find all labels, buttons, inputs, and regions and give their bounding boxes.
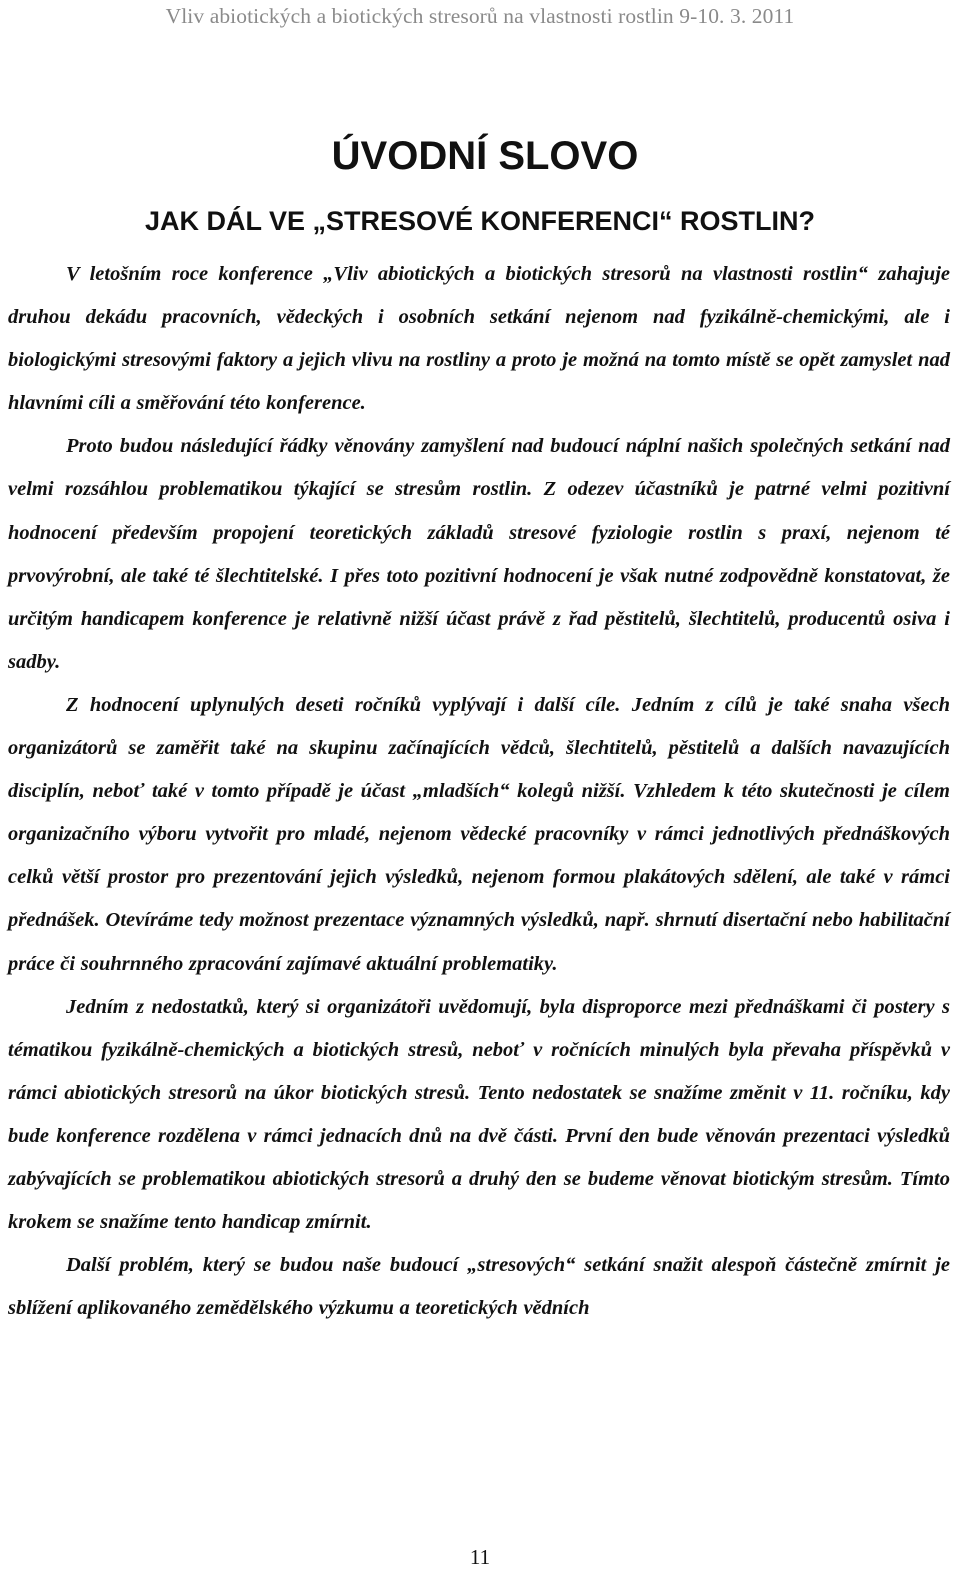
paragraph-2: Proto budou následující řádky věnovány zamyšlení nad budoucí náplní našich společných setkání nad velmi rozsáhlou problematikou týkající se stresům rostlin. Z odezev účastníků je patrné velmi pozitivní hodnocení především propojení teoretických základů stresové fyziologie rostlin s praxí, nejenom té prvovýrobní, ale také té šlechtitelské. I přes toto pozitivní hodnocení je však nutné zodpovědně konstatovat, že určitým handicapem konference je relativně nižší účast právě z řad pěstitelů, šlechtitelů, producentů osiva i sadby. — [8, 435, 950, 673]
page-subtitle: JAK DÁL VE „STRESOVÉ KONFERENCI“ ROSTLIN? — [144, 206, 816, 237]
paragraph-5: Další problém, který se budou naše budoucí „stresových“ setkání snažit alespoň částečně zmírnit je sblížení aplikovaného zemědělského výzkumu a teoretických vědních — [8, 1254, 950, 1320]
article-body — [8, 253, 950, 1330]
paragraph-1: V letošním roce konference „Vliv abiotických a biotických stresorů na vlastnosti rostlin“ zahajuje druhou dekádu pracovních, vědeckých i osobních setkání nejenom nad fyzikálně-chemickými, ale i biologickými stresovými faktory a jejich vlivu na rostliny a proto je možná na tomto místě se opět zamyslet nad hlavními cíli a směřování této konference. — [8, 263, 950, 415]
page-title: ÚVODNÍ SLOVO — [331, 133, 639, 178]
paragraph-3: Z hodnocení uplynulých deseti ročníků vyplývají i další cíle. Jedním z cílů je také snaha všech organizátorů se zaměřit také na skupinu začínajících vědců, šlechtitelů, pěstitelů a dalších navazujících disciplín, neboť také v tomto případě je účast „mladších“ kolegů nižší. Vzhledem k této skutečnosti je cílem organizačního výboru vytvořit pro mladé, nejenom vědecké pracovníky v rámci jednotlivých přednáškových celků větší prostor pro prezentování jejich výsledků, nejenom formou plakátových sdělení, ale také v rámci přednášek. Otevíráme tedy možnost prezentace významných výsledků, např. shrnutí disertační nebo habilitační práce či souhrnného zpracování zajímavé aktuální problematiky. — [8, 693, 950, 975]
paragraph-4: Jedním z nedostatků, který si organizátoři uvědomují, byla disproporce mezi přednáškami či postery s tématikou fyzikálně-chemických a biotických stresů, neboť v ročnících minulých byla převaha příspěvků v rámci abiotických stresorů na úkor biotických stresů. Tento nedostatek se snažíme změnit v 11. ročníku, kdy bude konference rozdělena v rámci jednacích dnů na dvě části. První den bude věnován prezentaci výsledků zabývajících se problematikou abiotických stresorů a druhý den se budeme věnovat biotickým stresům. Tímto krokem se snažíme tento handicap zmírnit. — [8, 995, 950, 1234]
page-number: 11 — [469, 1545, 491, 1569]
running-header: Vliv abiotických a biotických stresorů na vlastnosti rostlin 9-10. 3. 2011 — [165, 4, 795, 28]
